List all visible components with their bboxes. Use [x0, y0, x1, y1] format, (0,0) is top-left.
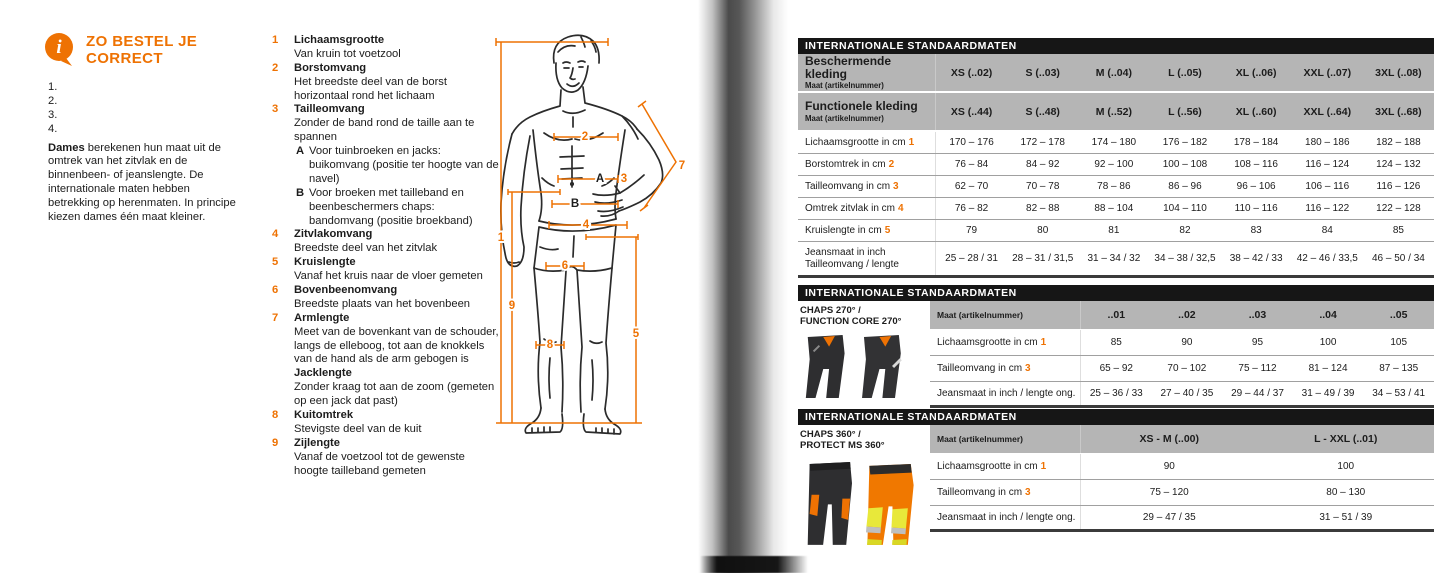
dames-note [48, 142, 236, 225]
table-row [798, 154, 1434, 176]
size-column-header: XL (..60) [1235, 105, 1277, 118]
size-column-header: XS (..02) [950, 66, 993, 79]
step-number: 3. [48, 108, 58, 121]
measurement-description: Stevigste deel van de kuit [294, 422, 422, 435]
row-label-ref-number: 1 [908, 136, 915, 148]
table-cell: 38 – 42 / 33 [1229, 253, 1283, 264]
table-cell: 65 – 92 [1099, 363, 1133, 374]
table-cell: 116 – 124 [1305, 159, 1350, 170]
article-number-label: Maat (artikelnummer) [805, 81, 884, 91]
measurement-term: Kuitomtrek [294, 409, 354, 422]
measurement-sub-text: Voor tuinbroeken en jacks: buikomvang (positie ter hoogte van de navel) [309, 145, 499, 185]
row-label-text: Lichaamsgrootte in cm [805, 136, 906, 148]
size-column-header: XS (..44) [950, 105, 993, 118]
product-image-chaps-360 [800, 456, 928, 553]
table-row [798, 242, 1434, 278]
measurement-item [272, 409, 502, 437]
measurement-entry [294, 34, 502, 62]
ordering-step [48, 123, 258, 137]
table-cell: 105 [1390, 337, 1408, 348]
clothing-category-label: Beschermende kleding [805, 53, 892, 81]
measurement-term: Borstomvang [294, 61, 367, 74]
measurement-description: Zonder de band rond de taille aan te spannen [294, 117, 475, 144]
measurement-term: Bovenbeenomvang [294, 284, 398, 297]
row-label-ref-number: 5 [884, 224, 891, 236]
table-cell: 70 – 102 [1167, 363, 1207, 374]
table-cell: 25 – 28 / 31 [945, 253, 998, 264]
marker-4: 4 [582, 219, 590, 231]
size-table [798, 285, 1434, 408]
product-title-line: PROTECT MS 360° [800, 440, 885, 452]
measurement-term: Kruislengte [294, 256, 356, 269]
table-cell: 100 [1337, 461, 1355, 472]
table-cell: 80 [1037, 225, 1049, 236]
measurement-number: 2 [272, 61, 279, 74]
info-icon-glyph: i [56, 37, 62, 58]
measurement-number: 3 [272, 103, 279, 116]
table-cell: 176 – 182 [1162, 137, 1208, 148]
measurement-sub-letter: A [296, 145, 305, 158]
row-label-text: Kruislengte in cm [805, 224, 882, 236]
row-label [798, 159, 935, 171]
table-cell: 75 – 112 [1238, 363, 1277, 374]
table-row [930, 356, 1434, 382]
marker-9: 9 [508, 300, 516, 312]
table-cell: 170 – 176 [949, 137, 994, 148]
size-column-header: L (..05) [1168, 66, 1202, 79]
table-cell: 81 [1108, 225, 1120, 236]
table-cell: 100 [1319, 337, 1337, 348]
marker-1: 1 [497, 232, 505, 244]
size-column-header: ..03 [1248, 309, 1267, 321]
table-cell: 29 – 44 / 37 [1231, 388, 1284, 399]
table-cell: 84 [1321, 225, 1333, 236]
table-cell: 81 – 124 [1308, 363, 1348, 374]
table-cell: 85 [1110, 337, 1122, 348]
measurement-number: 7 [272, 311, 279, 324]
table-cell: 78 – 86 [1097, 181, 1131, 192]
product-column [798, 425, 930, 553]
table-row [930, 330, 1434, 356]
measurement-number: 9 [272, 436, 279, 449]
measurement-sub-item [296, 187, 502, 229]
row-label-ref-number: 2 [888, 158, 895, 170]
row-label-text: Tailleomvang in cm [937, 486, 1023, 498]
measurement-number: 8 [272, 409, 279, 422]
measurement-description: Zonder kraag tot aan de zoom (gemeten op een jack dat past) [294, 381, 495, 408]
marker-5: 5 [632, 328, 640, 340]
measurement-number: 1 [272, 34, 279, 46]
table-cell: 90 [1181, 337, 1193, 348]
table-header-bar: INTERNATIONALE STANDAARDMATEN [798, 409, 1434, 425]
table-cell: 82 – 88 [1026, 203, 1060, 214]
product-title-line: CHAPS 270° / [800, 305, 861, 316]
table-cell: 31 – 49 / 39 [1301, 388, 1355, 399]
measurement-number: 5 [272, 256, 279, 269]
table-cell: 75 – 120 [1149, 487, 1189, 498]
info-icon [43, 32, 77, 72]
step-number: 4. [48, 122, 58, 135]
ordering-step [48, 109, 258, 123]
table-cell: 87 – 135 [1379, 363, 1419, 374]
step-text [71, 109, 258, 123]
measurement-item [272, 62, 502, 104]
table-cell: 106 – 116 [1305, 181, 1350, 192]
marker-8: 8 [546, 339, 554, 351]
size-column-header: XL (..06) [1235, 66, 1277, 79]
table-cell: 104 – 110 [1163, 203, 1207, 214]
measurement-entry [294, 62, 502, 104]
left-page [48, 32, 258, 225]
table-cell: 62 – 70 [954, 181, 989, 192]
measurement-entry [294, 103, 502, 228]
table-cell: 34 – 38 / 32,5 [1154, 253, 1216, 264]
table-cell: 90 [1163, 461, 1175, 472]
table-cell: 116 – 122 [1305, 203, 1350, 214]
table-cell: 79 [966, 225, 978, 236]
table-cell: 70 – 78 [1026, 181, 1060, 192]
table-cell: 172 – 178 [1020, 137, 1065, 148]
clothing-category-label: Functionele kleding [805, 99, 918, 114]
measurement-description: Vanaf het kruis naar de vloer gemeten [294, 270, 483, 283]
table-cell: 76 – 84 [954, 159, 989, 170]
measurement-description: Meet van de bovenkant van de schouder, langs de elleboog, tot aan de knokkels van de hand als de arm gebogen is [294, 325, 499, 366]
table-cell: 110 – 116 [1234, 203, 1278, 214]
row-label-ref-number: 1 [1040, 460, 1047, 472]
product-title [800, 429, 928, 452]
table-cell: 174 – 180 [1091, 137, 1137, 148]
table-cell: 92 – 100 [1094, 159, 1134, 170]
measurement-description: Van kruin tot voetzool [294, 47, 401, 60]
table-cell: 100 – 108 [1162, 159, 1208, 170]
product-image-chaps-270 [800, 332, 928, 407]
table-cell: 42 – 46 / 33,5 [1296, 253, 1358, 264]
measurement-term: Jacklengte [294, 367, 352, 380]
step-number: 2. [48, 94, 58, 107]
dames-note-segment: Dames [48, 141, 85, 154]
measurement-definitions [272, 34, 502, 479]
table-header-bar: INTERNATIONALE STANDAARDMATEN [798, 38, 1434, 54]
product-title-line: CHAPS 360° / [800, 429, 861, 440]
table-cell: 86 – 96 [1168, 181, 1202, 192]
measurement-sub-letter: B [296, 186, 305, 199]
size-column-header: ..05 [1389, 309, 1408, 321]
table-row [798, 198, 1434, 220]
size-column-header: XS - M (..00) [1139, 433, 1199, 445]
row-label-text: Jeansmaat in inch / lengte ong. [937, 511, 1076, 523]
size-table [798, 38, 1434, 278]
table-cell: 122 – 128 [1376, 203, 1421, 214]
row-label-text: Tailleomvang in cm [805, 180, 891, 192]
row-label [798, 247, 935, 271]
table-cell: 31 – 34 / 32 [1087, 253, 1141, 264]
measurement-item [272, 103, 502, 228]
table-cell: 25 – 36 / 33 [1089, 388, 1143, 399]
size-column-header: ..04 [1319, 309, 1337, 321]
info-heading [43, 32, 258, 72]
table-cell: 34 – 53 / 41 [1372, 388, 1426, 399]
size-column-header: L (..56) [1168, 105, 1202, 118]
row-label-text: Borstomtrek in cm [805, 158, 886, 170]
row-label [930, 388, 1080, 400]
table-size-header-row [930, 425, 1434, 453]
measurement-description: Breedste plaats van het bovenbeen [294, 297, 471, 310]
size-column-header: L - XXL (..01) [1314, 433, 1378, 445]
table-cell: 96 – 106 [1236, 181, 1276, 192]
measurement-entry [294, 367, 502, 409]
table-row [798, 176, 1434, 198]
product-title-line: FUNCTION CORE 270° [800, 316, 902, 328]
size-column-header: S (..48) [1025, 105, 1060, 118]
measurement-term: Zitvlakomvang [294, 228, 373, 241]
size-column-header: M (..04) [1095, 66, 1132, 79]
measurement-sub-text: Voor broeken met tailleband en beenbeschermers chaps: bandomvang (positie broekband) [309, 186, 473, 227]
size-column-header: XXL (..07) [1303, 66, 1352, 79]
table-size-header-row [798, 54, 1434, 91]
step-text [71, 123, 258, 137]
size-column-header: ..02 [1178, 309, 1196, 321]
table-cell: 124 – 132 [1376, 159, 1421, 170]
ordering-step [48, 81, 258, 95]
row-label-text: Jeansmaat in inch / lengte ong. [937, 387, 1076, 399]
marker-A: A [595, 173, 605, 185]
measurement-term: Zijlengte [294, 436, 340, 449]
page-title: ZO BESTEL JE CORRECT [86, 33, 198, 67]
row-label-ref-number: 3 [893, 180, 899, 192]
table-cell: 180 – 186 [1305, 137, 1350, 148]
page-edge-shadow [700, 556, 808, 573]
step-text [71, 95, 258, 109]
table-cell: 46 – 50 / 34 [1372, 253, 1425, 264]
marker-B: B [570, 198, 580, 210]
product-title [800, 305, 928, 328]
row-label [798, 203, 935, 215]
table-row [798, 220, 1434, 242]
size-table [798, 409, 1434, 553]
row-label-text: Jeansmaat in inch [805, 246, 886, 258]
size-column-header: S (..03) [1025, 66, 1060, 79]
measurement-number: 6 [272, 284, 279, 297]
table-size-header-row [930, 301, 1434, 329]
article-number-label: Maat (artikelnummer) [937, 434, 1023, 444]
table-cell: 178 – 184 [1233, 137, 1279, 148]
marker-2: 2 [581, 131, 589, 143]
ordering-steps [48, 81, 258, 137]
step-number: 1. [48, 81, 58, 93]
size-column-header: 3XL (..68) [1375, 105, 1422, 118]
table-cell: 85 [1392, 225, 1404, 236]
row-label-ref-number: 4 [898, 202, 904, 214]
product-column [798, 301, 930, 408]
table-row [930, 506, 1434, 532]
body-measurement-diagram [480, 16, 700, 463]
row-label-text: Lichaamsgrootte in cm [937, 460, 1038, 472]
row-label-text: Lichaamsgrootte in cm [937, 336, 1038, 348]
measurement-sub-item [296, 145, 502, 187]
table-size-header-row [798, 93, 1434, 130]
measurement-item [272, 284, 502, 312]
measurement-item [272, 437, 502, 479]
table-row [798, 132, 1434, 154]
step-text [71, 81, 258, 95]
article-number-label: Maat (artikelnummer) [937, 310, 1023, 320]
measurement-number: 4 [272, 228, 279, 241]
row-label-text: Tailleomvang in cm [937, 362, 1023, 374]
row-label [798, 181, 935, 193]
table-cell: 116 – 126 [1376, 181, 1421, 192]
table-cell: 27 – 40 / 35 [1160, 388, 1214, 399]
size-column-header: 3XL (..08) [1375, 66, 1422, 79]
size-column-header: XXL (..64) [1303, 105, 1352, 118]
measurement-entry [294, 256, 502, 284]
article-number-label: Maat (artikelnummer) [805, 113, 884, 123]
measurement-description: Vanaf de voetzool tot de gewenste hoogte tailleband gemeten [294, 450, 465, 477]
right-page [798, 38, 1434, 554]
measurement-term: Lichaamsgrootte [294, 34, 385, 46]
row-label-ref-number: 3 [1025, 362, 1031, 374]
measurement-entry [294, 284, 502, 312]
marker-3: 3 [620, 173, 628, 185]
table-cell: 108 – 116 [1234, 159, 1278, 170]
row-label-line2: Tailleomvang / lengte [805, 258, 899, 270]
table-row [930, 454, 1434, 480]
row-label-text: Omtrek zitvlak in cm [805, 202, 896, 214]
size-column-header: M (..52) [1095, 105, 1132, 118]
dames-note-segment: berekenen hun maat uit de omtrek van het zitvlak en de binnenbeen- of jeanslengte. De internationale maten hebben betrekking op herenmaten. In principe kiezen dames één maat kleiner. [48, 141, 236, 224]
measurement-entry [294, 409, 502, 437]
table-cell: 31 – 51 / 39 [1319, 512, 1373, 523]
table-cell: 83 [1250, 225, 1262, 236]
row-label [930, 363, 1080, 375]
table-row [930, 480, 1434, 506]
row-label [930, 512, 1080, 524]
marker-7: 7 [678, 160, 686, 172]
table-cell: 82 [1179, 225, 1191, 236]
measurement-item [272, 228, 502, 256]
table-cell: 88 – 104 [1094, 203, 1134, 214]
ordering-step [48, 95, 258, 109]
table-cell: 182 – 188 [1376, 137, 1421, 148]
measurement-item [272, 312, 502, 409]
table-cell: 84 – 92 [1026, 159, 1060, 170]
measurement-term: Armlengte [294, 311, 350, 324]
row-label [798, 137, 935, 149]
row-label [930, 461, 1080, 473]
measurement-description: Het breedste deel van de borst horizontaal rond het lichaam [294, 75, 447, 102]
size-column-header: ..01 [1107, 309, 1126, 321]
row-label [930, 487, 1080, 499]
table-cell: 29 – 47 / 35 [1142, 512, 1196, 523]
table-cell: 80 – 130 [1326, 487, 1366, 498]
measurement-item [272, 256, 502, 284]
table-row [930, 382, 1434, 408]
measurement-term: Tailleomvang [294, 103, 365, 116]
row-label-ref-number: 1 [1040, 336, 1047, 348]
row-label [930, 337, 1080, 349]
measurement-entry [294, 312, 502, 368]
table-cell: 95 [1251, 337, 1264, 348]
measurement-item [272, 34, 502, 62]
marker-6: 6 [561, 260, 569, 272]
table-header-bar: INTERNATIONALE STANDAARDMATEN [798, 285, 1434, 301]
measurement-entry [294, 437, 502, 479]
row-label [798, 225, 935, 237]
measurement-description: Breedste deel van het zitvlak [294, 242, 438, 255]
measurement-entry [294, 228, 502, 256]
row-label-ref-number: 3 [1025, 486, 1031, 498]
table-cell: 76 – 82 [954, 203, 989, 214]
page-fold [698, 0, 788, 573]
table-cell: 28 – 31 / 31,5 [1012, 253, 1074, 264]
